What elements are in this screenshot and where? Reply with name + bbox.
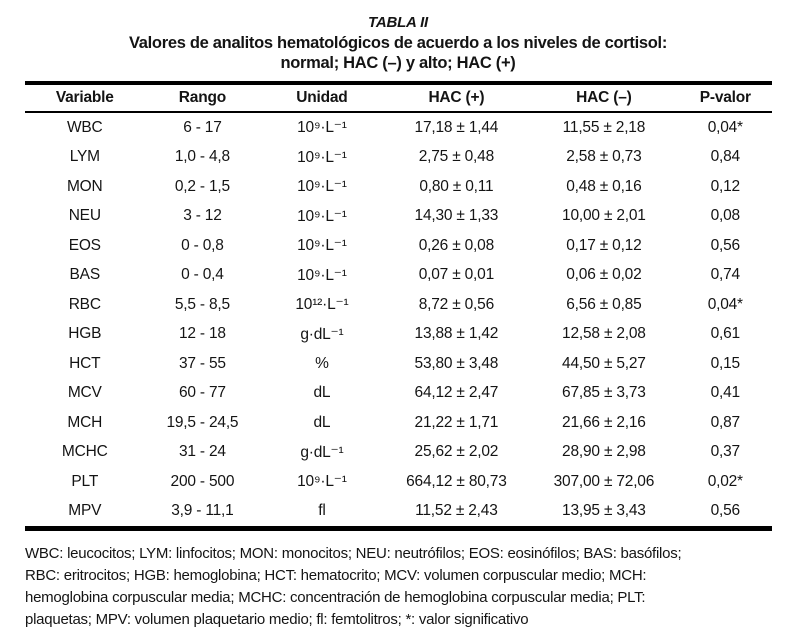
table-cell-hac-minus: 6,56 ± 0,85 (566, 295, 642, 313)
hematology-table (25, 81, 772, 531)
table-cell-unidad: 10⁹·L⁻¹ (297, 178, 347, 196)
table-cell-variable: MCV (67, 384, 102, 402)
footnote-line-3: hemoglobina corpuscular media; MCHC: concentración de hemoglobina corpuscular media; PLT: (25, 589, 646, 606)
table-cell-rango: 60 - 77 (178, 384, 226, 402)
table-cell-hac-plus: 664,12 ± 80,73 (406, 472, 507, 490)
table-cell-rango: 0 - 0,4 (181, 266, 224, 284)
table-cell-variable: RBC (68, 295, 101, 313)
column-header-p-valor: P-valor (679, 83, 772, 112)
table-cell-unidad: dL (313, 413, 331, 431)
table-cell-unidad: 10¹²·L⁻¹ (295, 296, 349, 314)
table-cell-variable: LYM (69, 148, 100, 166)
table-header-row (25, 83, 772, 112)
table-footnote (25, 543, 787, 631)
footnote-line-1: WBC: leucocitos; LYM: linfocitos; MON: monocitos; NEU: neutrófilos; EOS: eosinófilos; BAS: basófilos; (25, 545, 682, 562)
table-cell-hac-plus: 2,75 ± 0,48 (418, 148, 494, 166)
table-cell-hac-minus: 11,55 ± 2,18 (562, 118, 646, 136)
table-cell-rango: 19,5 - 24,5 (166, 413, 239, 431)
table-cell-hac-minus: 44,50 ± 5,27 (562, 354, 646, 372)
column-header-rango: Rango (145, 83, 261, 112)
table-row-bas (25, 261, 772, 291)
column-header-hac-plus: HAC (+) (384, 83, 530, 112)
table-cell-rango: 31 - 24 (178, 443, 226, 461)
table-cell-p-valor: 0,74 (710, 266, 740, 284)
table-cell-p-valor: 0,41 (710, 384, 740, 402)
table-row-hct (25, 349, 772, 379)
table-row-eos (25, 231, 772, 261)
table-cell-p-valor: 0,04* (707, 295, 743, 313)
table-cell-variable: MCHC (61, 443, 108, 461)
table-cell-hac-plus: 64,12 ± 2,47 (414, 384, 499, 402)
table-cell-hac-minus: 28,90 ± 2,98 (562, 443, 646, 461)
column-header-hac-minus: HAC (–) (529, 83, 678, 112)
table-cell-hac-plus: 25,62 ± 2,02 (414, 443, 499, 461)
table-row-mon (25, 172, 772, 202)
table-row-neu (25, 202, 772, 232)
table-row-lym (25, 143, 772, 173)
table-cell-hac-minus: 0,17 ± 0,12 (566, 236, 642, 254)
table-row-mch (25, 408, 772, 438)
table-cell-hac-plus: 17,18 ± 1,44 (414, 118, 499, 136)
table-cell-unidad: 10⁹·L⁻¹ (297, 207, 347, 225)
table-cell-p-valor: 0,56 (710, 236, 740, 254)
table-cell-hac-minus: 12,58 ± 2,08 (562, 325, 646, 343)
table-cell-p-valor: 0,37 (710, 443, 740, 461)
table-row-plt (25, 467, 772, 497)
table-cell-hac-plus: 14,30 ± 1,33 (414, 207, 499, 225)
table-cell-variable: EOS (68, 236, 101, 254)
table-cell-rango: 200 - 500 (170, 472, 235, 490)
table-cell-unidad: 10⁹·L⁻¹ (297, 473, 347, 491)
table-cell-unidad: dL (313, 384, 331, 402)
table-cell-p-valor: 0,87 (710, 413, 740, 431)
table-cell-variable: HCT (69, 354, 101, 372)
table-cell-unidad: fl (318, 502, 326, 520)
table-cell-rango: 0 - 0,8 (181, 236, 224, 254)
table-cell-hac-minus: 0,06 ± 0,02 (566, 266, 642, 284)
table-cell-hac-minus: 2,58 ± 0,73 (566, 148, 642, 166)
table-title: TABLA II (367, 14, 429, 31)
table-row-wbc (25, 112, 772, 143)
table-cell-p-valor: 0,61 (710, 325, 740, 343)
table-row-mcv (25, 379, 772, 409)
table-cell-variable: PLT (71, 472, 99, 490)
table-cell-hac-plus: 0,26 ± 0,08 (418, 236, 494, 254)
table-row-mpv (25, 497, 772, 529)
table-cell-hac-plus: 13,88 ± 1,42 (414, 325, 499, 343)
table-cell-hac-minus: 307,00 ± 72,06 (553, 472, 655, 490)
table-cell-unidad: % (315, 354, 329, 372)
table-cell-hac-plus: 0,80 ± 0,11 (419, 177, 494, 195)
table-cell-unidad: g·dL⁻¹ (300, 325, 344, 343)
table-cell-rango: 3,9 - 11,1 (171, 502, 234, 520)
column-header-unidad: Unidad (260, 83, 383, 112)
table-cell-hac-plus: 0,07 ± 0,01 (418, 266, 494, 284)
table-row-mchc (25, 438, 772, 468)
table-cell-variable: WBC (66, 118, 103, 136)
table-cell-hac-minus: 13,95 ± 3,43 (562, 502, 646, 520)
table-subtitle-line1: Valores de analitos hematológicos de acuerdo a los niveles de cortisol: (128, 34, 668, 52)
table-cell-hac-plus: 8,72 ± 0,56 (418, 295, 494, 313)
table-cell-p-valor: 0,04* (707, 118, 743, 136)
table-cell-rango: 6 - 17 (183, 118, 222, 136)
table-cell-p-valor: 0,56 (710, 502, 740, 520)
table-cell-hac-minus: 0,48 ± 0,16 (566, 177, 642, 195)
table-cell-variable: MPV (68, 502, 102, 520)
table-cell-variable: BAS (69, 266, 100, 284)
table-cell-p-valor: 0,12 (710, 177, 740, 195)
table-cell-hac-plus: 53,80 ± 3,48 (414, 354, 499, 372)
table-cell-rango: 3 - 12 (183, 207, 222, 225)
footnote-line-4: plaquetas; MPV: volumen plaquetario medio; fl: femtolitros; *: valor significativo (25, 611, 529, 628)
table-cell-rango: 5,5 - 8,5 (174, 295, 230, 313)
table-cell-variable: HGB (68, 325, 102, 343)
table-cell-hac-minus: 21,66 ± 2,16 (562, 413, 646, 431)
table-row-rbc (25, 290, 772, 320)
table-cell-unidad: 10⁹·L⁻¹ (297, 237, 347, 255)
table-cell-rango: 0,2 - 1,5 (174, 177, 230, 195)
table-cell-unidad: 10⁹·L⁻¹ (297, 266, 347, 284)
table-cell-p-valor: 0,02* (707, 472, 743, 490)
table-cell-rango: 12 - 18 (178, 325, 226, 343)
table-cell-variable: NEU (68, 207, 101, 225)
table-cell-p-valor: 0,84 (710, 148, 740, 166)
table-cell-p-valor: 0,15 (710, 354, 740, 372)
table-cell-unidad: 10⁹·L⁻¹ (297, 148, 347, 166)
table-cell-rango: 1,0 - 4,8 (174, 148, 230, 166)
table-cell-variable: MCH (67, 413, 103, 431)
table-row-hgb (25, 320, 772, 350)
table-cell-unidad: 10⁹·L⁻¹ (297, 119, 347, 137)
column-header-variable: Variable (25, 83, 145, 112)
table-cell-p-valor: 0,08 (710, 207, 740, 225)
table-cell-hac-minus: 67,85 ± 3,73 (562, 384, 646, 402)
table-cell-rango: 37 - 55 (178, 354, 226, 372)
table-cell-hac-plus: 21,22 ± 1,71 (414, 413, 499, 431)
footnote-line-2: RBC: eritrocitos; HGB: hemoglobina; HCT: hematocrito; MCV: volumen corpuscular medio; MCH: (25, 567, 647, 584)
table-cell-variable: MON (66, 177, 103, 195)
table-cell-hac-plus: 11,52 ± 2,43 (415, 502, 498, 520)
table-subtitle-line2: normal; HAC (–) y alto; HAC (+) (280, 54, 516, 72)
table-cell-unidad: g·dL⁻¹ (300, 443, 344, 461)
table-cell-hac-minus: 10,00 ± 2,01 (562, 207, 646, 225)
